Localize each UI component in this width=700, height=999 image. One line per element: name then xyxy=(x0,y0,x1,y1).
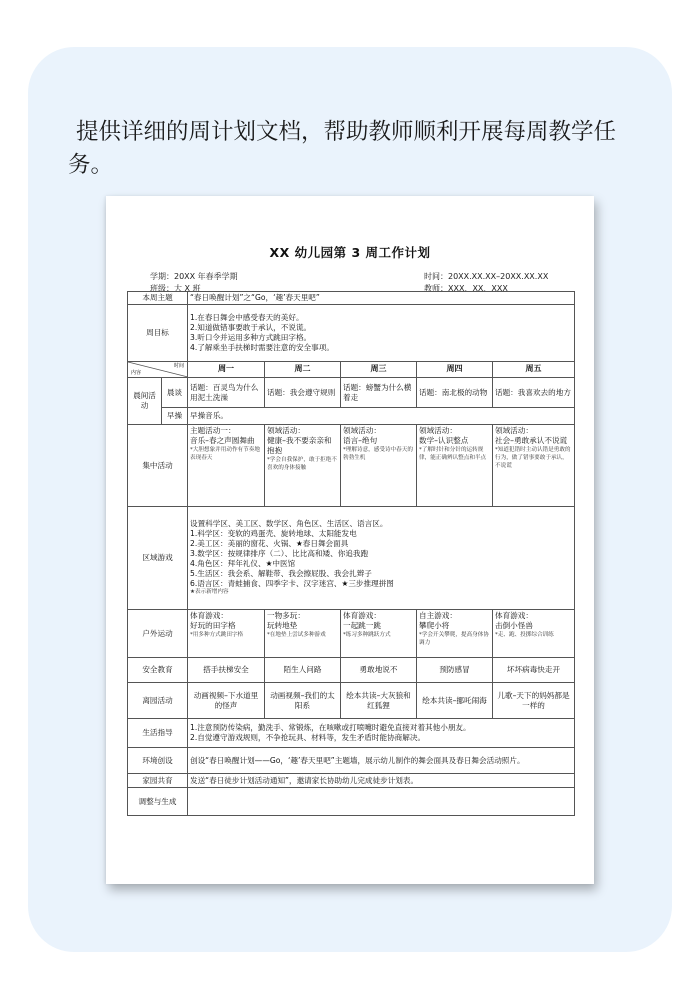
group-activity-cell xyxy=(493,425,575,507)
leave-cell: 动画视频–我们的太阳系 xyxy=(265,683,341,719)
env-row xyxy=(128,748,575,774)
env-value: 创设“春日唤醒计划——Go，‘趣’春天里吧”主题墙，展示幼儿制作的舞会面具及春日舞会活动照片。 xyxy=(188,748,575,774)
activity-note: *知道犯错时主动认错是勇敢的行为，做了错事要敢于承认，不说谎 xyxy=(495,446,571,469)
class-info: 班级：大 X 班 xyxy=(150,284,201,293)
day-header-thu: 周四 xyxy=(417,362,493,378)
zone-item: 4.角色区：拜年礼仪、★中医馆 xyxy=(190,558,296,568)
activity-type: 体育游戏： xyxy=(495,611,533,620)
activity-type: 一物多玩： xyxy=(267,611,305,620)
activity-type: 领域活动： xyxy=(343,426,381,435)
outdoor-cell xyxy=(341,610,417,658)
life-label: 生活指导 xyxy=(128,719,188,748)
zone-game-row xyxy=(128,507,575,610)
header-corner xyxy=(128,362,188,378)
morning-talk-cell: 话题：南北极的动物 xyxy=(417,378,493,408)
activity-title: 玩转地垫 xyxy=(267,620,298,630)
goals-list xyxy=(188,305,575,362)
home-row xyxy=(128,774,575,788)
safety-cell: 勇敢地说不 xyxy=(341,658,417,683)
activity-note: *走、跑、投掷综合训练 xyxy=(495,631,554,638)
exercise-label: 早操 xyxy=(162,408,188,425)
morning-talk-cell: 话题：我会遵守规则 xyxy=(265,378,341,408)
group-activity-cell xyxy=(417,425,493,507)
activity-title: 语言–绝句 xyxy=(343,435,378,445)
morning-activity-label: 晨间活动 xyxy=(128,378,162,425)
leave-cell: 绘本共读–挪吒闹海 xyxy=(417,683,493,719)
activity-note: *学会开关攀爬，提高身体协调力 xyxy=(419,631,489,646)
outdoor-cell xyxy=(188,610,265,658)
env-label: 环境创设 xyxy=(128,748,188,774)
home-value: 发送“春日徒步计划活动通知”，邀请家长协助幼儿完成徒步计划表。 xyxy=(188,774,575,788)
activity-title: 攀爬小将 xyxy=(419,620,450,630)
activity-title: 数学–认识整点 xyxy=(419,435,469,445)
theme-value: “春日唤醒计划”之“Go，‘趣’春天里吧” xyxy=(188,292,575,305)
activity-type: 主题活动一： xyxy=(190,426,236,435)
zone-item: 2.美工区：美丽的窗花、火锅、★春日舞会面具 xyxy=(190,539,349,549)
day-header-wed: 周三 xyxy=(341,362,417,378)
outdoor-cell xyxy=(417,610,493,658)
safety-row xyxy=(128,658,575,683)
activity-type: 领域活动： xyxy=(419,426,457,435)
zone-item: 设置科学区、美工区、数学区、角色区、生活区、语言区。 xyxy=(190,519,388,529)
activity-title: 健康–我不要亲亲和抱抱 xyxy=(267,435,332,455)
group-activity-label: 集中活动 xyxy=(128,425,188,507)
adjust-row xyxy=(128,788,575,816)
group-activity-cell xyxy=(188,425,265,507)
activity-note: *理解诗意，感受诗中春天的勃勃生机 xyxy=(343,446,413,461)
goal-item: 2.知道做错事要敢于承认，不说谎。 xyxy=(190,323,312,333)
exercise-row xyxy=(128,408,575,425)
leave-cell: 绘本共读–大灰狼和红狐狸 xyxy=(341,683,417,719)
headline: 提供详细的周计划文档，帮助教师顺利开展每周教学任务。 xyxy=(68,119,617,178)
life-row xyxy=(128,719,575,748)
leave-label: 离园活动 xyxy=(128,683,188,719)
outdoor-cell xyxy=(493,610,575,658)
zone-note: ★表示新增内容 xyxy=(190,589,229,596)
morning-talk-cell: 话题：百灵鸟为什么用泥土洗澡 xyxy=(188,378,265,408)
theme-row xyxy=(128,292,575,305)
life-item: 1.注意预防传染病，勤洗手、常锻炼，在咳嗽或打喷嚏时避免直接对着其他小朋友。 xyxy=(190,723,471,733)
corner-time-label: 时间 xyxy=(173,363,184,369)
safety-cell: 坏坏病毒快走开 xyxy=(493,658,575,683)
activity-title: 一起跳一跳 xyxy=(343,620,381,630)
morning-talk-row xyxy=(128,378,575,408)
semester-info: 学期：20XX 年春季学期 xyxy=(150,272,238,281)
document-title: XX 幼儿园第 3 周工作计划 xyxy=(269,245,431,260)
corner-content-label: 内容 xyxy=(131,369,142,376)
day-header-tue: 周二 xyxy=(265,362,341,378)
activity-title: 好玩的田字格 xyxy=(190,620,236,630)
safety-cell: 搭手扶梯安全 xyxy=(188,658,265,683)
day-header-mon: 周一 xyxy=(188,362,265,378)
activity-note: *在地垫上尝试多种游戏 xyxy=(267,631,326,638)
activity-title: 社会–勇敢承认不说谎 xyxy=(495,435,568,445)
activity-type: 自主游戏： xyxy=(419,611,457,620)
activity-title: 音乐–春之声圆舞曲 xyxy=(190,435,255,445)
adjust-label: 调整与生成 xyxy=(128,788,188,816)
morning-talk-cell: 话题：螃蟹为什么横着走 xyxy=(341,378,417,408)
activity-note: *用多种方式跳田字格 xyxy=(190,631,244,638)
outdoor-row xyxy=(128,610,575,658)
zone-game-label: 区域游戏 xyxy=(128,507,188,610)
theme-label: 本周主题 xyxy=(128,292,188,305)
activity-type: 体育游戏： xyxy=(343,611,381,620)
goal-item: 3.听口令并运用多种方式跳田字格。 xyxy=(190,333,312,342)
days-header-row xyxy=(128,362,575,378)
leave-cell: 儿歌–天下的妈妈都是一样的 xyxy=(493,683,575,719)
activity-note: *练习多种跳跃方式 xyxy=(343,631,391,638)
adjust-value xyxy=(188,788,575,816)
morning-talk-label: 晨谈 xyxy=(162,378,188,408)
life-item: 2.自觉遵守游戏规则，不争抢玩具、材料等，发生矛盾时能协商解决。 xyxy=(190,733,426,742)
activity-title: 击倒小怪兽 xyxy=(495,620,533,630)
goal-item: 1.在春日舞会中感受春天的美好。 xyxy=(190,313,304,323)
zone-item: 6.语言区：青蛙捕食、四季字卡、汉字迷宫、★三步推理拼图 xyxy=(190,578,394,588)
safety-label: 安全教育 xyxy=(128,658,188,683)
activity-note: *大胆想象并用动作有节奏地表现春天 xyxy=(190,446,260,461)
safety-cell: 陌生人问路 xyxy=(265,658,341,683)
zone-game-list xyxy=(188,507,575,610)
activity-note: *学会自我保护，敢于拒绝不喜欢的身体接触 xyxy=(267,456,337,471)
outdoor-label: 户外运动 xyxy=(128,610,188,658)
activity-note: *了解时针和分针的运转规律，能正确辨认整点和半点 xyxy=(419,446,487,461)
teachers-info: 教师：XXX、XX、XXX xyxy=(424,284,508,293)
exercise-value: 早操音乐。 xyxy=(188,408,575,425)
outdoor-cell xyxy=(265,610,341,658)
goals-label: 周目标 xyxy=(128,305,188,362)
group-activity-cell xyxy=(265,425,341,507)
life-list xyxy=(188,719,575,748)
zone-item: 5.生活区：我会系、解鞋带、我会擦屁股、我会扎辫子 xyxy=(190,568,372,578)
leave-row xyxy=(128,683,575,719)
time-info: 时间：20XX.XX.XX–20XX.XX.XX xyxy=(424,272,549,281)
home-label: 家园共育 xyxy=(128,774,188,788)
group-activity-row xyxy=(128,425,575,507)
weekly-plan-table xyxy=(127,291,575,816)
activity-type: 体育游戏： xyxy=(190,611,228,620)
group-activity-cell xyxy=(341,425,417,507)
morning-talk-cell: 话题：我喜欢去的地方 xyxy=(493,378,575,408)
safety-cell: 预防感冒 xyxy=(417,658,493,683)
goal-item: 4.了解乘坐手扶梯时需要注意的安全事项。 xyxy=(190,342,334,352)
zone-item: 3.数学区：按规律排序（二）、比比高和矮、你追我跑 xyxy=(190,549,369,559)
goals-row xyxy=(128,305,575,362)
leave-cell: 动画视频–下水道里的怪声 xyxy=(188,683,265,719)
document-page xyxy=(106,196,594,884)
zone-item: 1.科学区：变软的鸡蛋壳、旋转地球、太阳能发电 xyxy=(190,529,357,539)
day-header-fri: 周五 xyxy=(493,362,575,378)
activity-type: 领域活动： xyxy=(267,426,305,435)
activity-type: 领域活动： xyxy=(495,426,533,435)
